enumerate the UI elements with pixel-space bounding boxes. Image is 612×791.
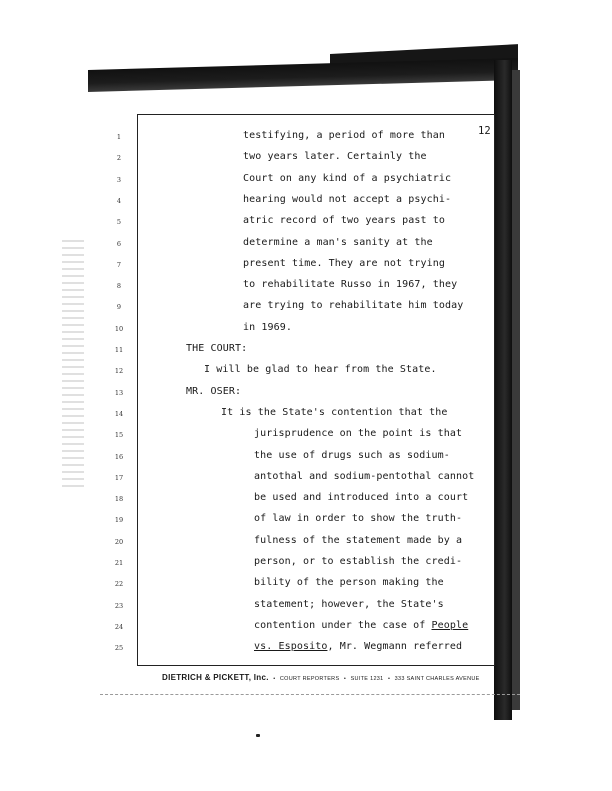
line-number: 18 — [114, 495, 124, 504]
line-number: 6 — [116, 239, 122, 248]
line-number: 8 — [116, 282, 122, 291]
footer-bullet-3: • — [387, 676, 391, 682]
transcript-line: two years later. Certainly the — [243, 151, 427, 163]
footer-firm: DIETRICH & PICKETT, Inc. — [162, 673, 269, 682]
transcript-line: to rehabilitate Russo in 1967, they — [243, 279, 458, 291]
transcript-line: in 1969. — [243, 321, 292, 333]
page-number: 12 — [478, 125, 491, 137]
scan-noise-left — [62, 240, 84, 490]
line-text: contention under the case of — [254, 619, 432, 631]
case-name-underlined: People — [431, 619, 469, 631]
transcript-line: MR. OSER: — [186, 385, 242, 397]
transcript-line: person, or to establish the credi- — [254, 556, 463, 567]
line-number: 15 — [114, 431, 124, 440]
transcript-line: are trying to rehabilitate him today — [243, 300, 464, 312]
transcript-line — [254, 620, 468, 631]
line-number: 19 — [114, 516, 124, 525]
court-reporter-footer — [162, 673, 480, 682]
line-number: 24 — [114, 622, 124, 631]
transcript-line: statement; however, the State's — [254, 598, 444, 610]
transcript-line: determine a man's sanity at the — [243, 236, 433, 248]
transcript-line — [254, 641, 462, 652]
line-number: 2 — [116, 154, 122, 163]
line-number: 23 — [114, 601, 124, 610]
transcript-line: be used and introduced into a court — [254, 492, 469, 504]
line-number: 16 — [114, 452, 124, 461]
line-number: 1 — [116, 133, 122, 141]
footer-role: COURT REPORTERS — [279, 676, 340, 682]
line-number: 9 — [116, 303, 122, 312]
transcript-line: atric record of two years past to — [243, 215, 445, 227]
transcript-line: the use of drugs such as sodium- — [254, 449, 450, 461]
case-name-underlined: vs. Esposito — [254, 641, 328, 653]
binder-edge-top — [88, 58, 518, 92]
scan-speck — [256, 734, 260, 737]
line-number: 7 — [116, 260, 122, 269]
line-number: 14 — [114, 409, 124, 418]
line-number: 17 — [114, 473, 124, 482]
line-number: 3 — [116, 175, 122, 184]
transcript-line: testifying, a period of more than — [243, 130, 445, 141]
scan-bottom-rule — [100, 694, 520, 696]
footer-address: 333 SAINT CHARLES AVENUE — [394, 676, 480, 682]
line-number: 13 — [114, 388, 124, 397]
transcript-line: fulness of the statement made by a — [254, 534, 463, 546]
line-number: 25 — [114, 644, 124, 653]
transcript-line: present time. They are not trying — [243, 257, 445, 269]
footer-bullet-1: • — [273, 676, 276, 682]
line-number: 12 — [114, 367, 124, 376]
transcript-line: jurisprudence on the point is that — [254, 428, 463, 440]
transcript-line: antothal and sodium-pentothal cannot — [254, 470, 475, 482]
footer-bullet-2: • — [343, 676, 347, 682]
transcript-line: Court on any kind of a psychiatric — [243, 172, 452, 184]
line-text: , Mr. Wegmann referred — [327, 641, 463, 653]
binder-edge-right — [494, 60, 512, 720]
transcript-line: THE COURT: — [186, 343, 248, 354]
footer-suite: SUITE 1231 — [350, 676, 384, 682]
transcript-line: hearing would not accept a psychi- — [243, 193, 452, 205]
line-number: 11 — [114, 346, 124, 354]
line-number: 5 — [116, 218, 122, 227]
transcript-line: bility of the person making the — [254, 577, 444, 589]
line-number: 20 — [114, 537, 124, 546]
line-number: 4 — [116, 196, 122, 205]
binder-edge-right-inner — [512, 70, 520, 710]
transcript-line: of law in order to show the truth- — [254, 513, 463, 525]
line-number: 22 — [114, 580, 124, 589]
line-number: 21 — [114, 559, 124, 567]
transcript-line: I will be glad to hear from the State. — [204, 364, 437, 376]
transcript-line: It is the State's contention that the — [221, 406, 448, 418]
line-number: 10 — [114, 324, 124, 333]
